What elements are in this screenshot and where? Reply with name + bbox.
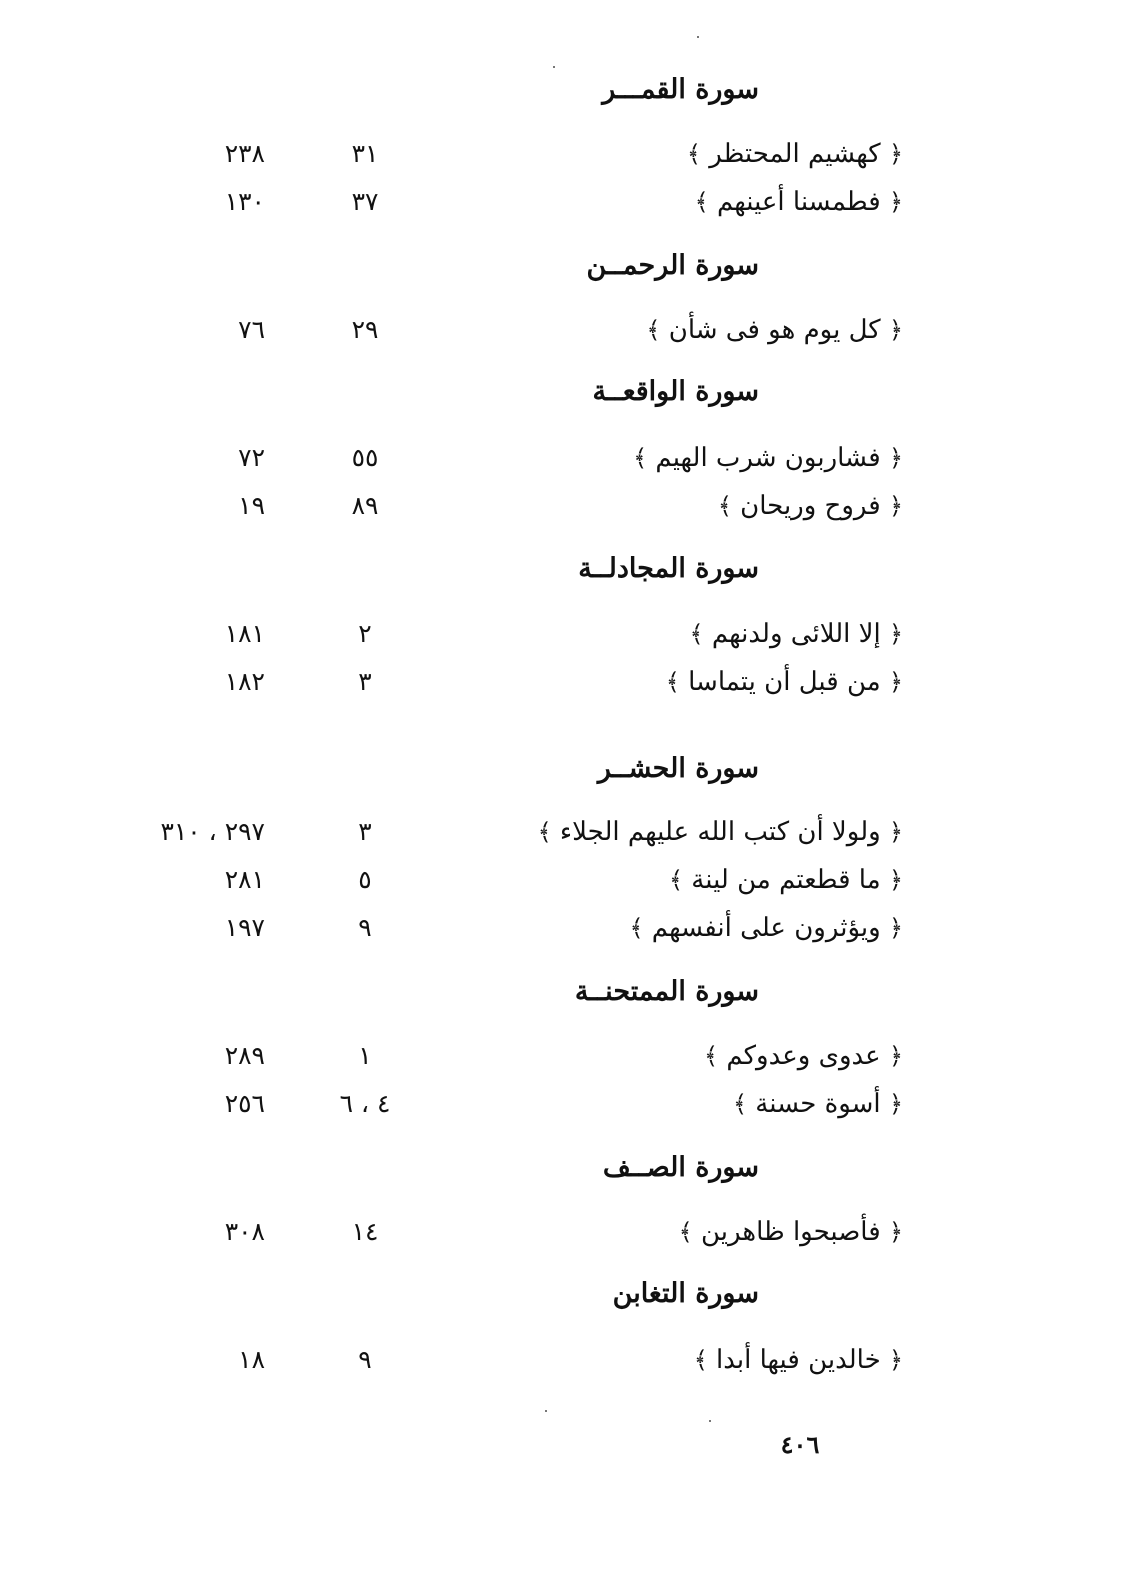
verse-row (0, 858, 1139, 902)
page-reference: ١٨٢ (224, 667, 265, 696)
verse-text (695, 180, 903, 224)
scan-speck (553, 66, 555, 68)
ayah-number: ٣٧ (351, 187, 379, 216)
ornament-close: ﴾ (694, 188, 709, 216)
ornament-close: ﴾ (689, 620, 704, 648)
ornament-open: ﴿ (888, 492, 903, 520)
verse-quote: فأصبحوا ظاهرين (700, 1217, 881, 1247)
verse-row (0, 1082, 1139, 1126)
ornament-open: ﴿ (888, 140, 903, 168)
ayah-number: ٥٥ (351, 443, 379, 472)
verse-row (0, 436, 1139, 480)
ornament-close: ﴾ (704, 1042, 719, 1070)
verse-row (0, 1034, 1139, 1078)
verse-quote: ولولا أن كتب الله عليهم الجلاء (559, 817, 881, 847)
scan-speck (709, 1420, 711, 1422)
verse-row (0, 810, 1139, 854)
ayah-number: ٣١ (351, 139, 379, 168)
page-reference: ١٣٠ (224, 187, 265, 216)
ayah-number: ٤ ، ٦ (339, 1089, 391, 1118)
page-reference: ٧٦ (238, 315, 265, 344)
surah-title: سورة الصــف (602, 1152, 759, 1183)
page-number: ٤٠٦ (780, 1430, 820, 1459)
ornament-open: ﴿ (888, 866, 903, 894)
verse-quote: أسوة حسنة (755, 1089, 881, 1119)
ornament-close: ﴾ (678, 1218, 693, 1246)
verse-row (0, 132, 1139, 176)
page-reference: ٣٠٨ (224, 1217, 265, 1246)
verse-quote: من قبل أن يتماسا (688, 667, 881, 697)
verse-quote: فشاربون شرب الهيم (655, 443, 881, 473)
verse-text (646, 308, 903, 352)
ornament-close: ﴾ (633, 444, 648, 472)
ornament-open: ﴿ (888, 818, 903, 846)
surah-title: سورة القمـــر (602, 74, 759, 105)
ornament-close: ﴾ (629, 914, 644, 942)
verse-row (0, 180, 1139, 224)
surah-title: سورة الحشــر (597, 753, 759, 784)
ayah-number: ٣ (358, 667, 372, 696)
verse-row (0, 1338, 1139, 1382)
verse-text (690, 612, 903, 656)
ornament-close: ﴾ (686, 140, 701, 168)
page-reference: ٢٨١ (224, 865, 265, 894)
surah-title: سورة الرحمــن (586, 250, 759, 281)
page-reference: ٢٥٦ (224, 1089, 265, 1118)
verse-quote: فطمسنا أعينهم (716, 187, 881, 217)
verse-text (694, 1338, 903, 1382)
surah-title: سورة الواقعــة (592, 376, 759, 407)
verse-row (0, 906, 1139, 950)
surah-title: سورة التغابن (612, 1278, 759, 1309)
ornament-open: ﴿ (888, 620, 903, 648)
verse-quote: كل يوم هو فى شأن (668, 315, 881, 345)
ayah-number: ٩ (358, 913, 372, 942)
verse-row (0, 1210, 1139, 1254)
ornament-close: ﴾ (665, 668, 680, 696)
verse-quote: ما قطعتم من لينة (691, 865, 881, 895)
ayah-number: ١ (358, 1041, 372, 1070)
page-reference: ٢٨٩ (224, 1041, 265, 1070)
ayah-number: ١٤ (351, 1217, 379, 1246)
verse-text (669, 858, 903, 902)
verse-quote: عدوى وعدوكم (726, 1041, 881, 1071)
ornament-open: ﴿ (888, 1346, 903, 1374)
ayah-number: ٥ (358, 865, 372, 894)
verse-text (629, 906, 903, 950)
ayah-number: ٣ (358, 817, 372, 846)
ornament-open: ﴿ (888, 444, 903, 472)
verse-row (0, 484, 1139, 528)
surah-title: سورة المجادلــة (578, 553, 759, 584)
surah-title: سورة الممتحنــة (574, 976, 759, 1007)
ornament-open: ﴿ (888, 1218, 903, 1246)
ayah-number: ٩ (358, 1345, 372, 1374)
ayah-number: ٢٩ (351, 315, 379, 344)
verse-text (687, 132, 903, 176)
ornament-open: ﴿ (888, 914, 903, 942)
ornament-close: ﴾ (646, 316, 661, 344)
page-reference: ١٩٧ (224, 913, 265, 942)
scan-speck (697, 36, 699, 38)
verse-text (704, 1034, 903, 1078)
verse-text (666, 660, 903, 704)
ornament-open: ﴿ (888, 1090, 903, 1118)
page-reference: ١٩ (238, 491, 265, 520)
verse-text (633, 436, 903, 480)
page-reference: ٧٢ (238, 443, 265, 472)
ayah-number: ٢ (358, 619, 372, 648)
ornament-open: ﴿ (888, 188, 903, 216)
ornament-open: ﴿ (888, 316, 903, 344)
ornament-close: ﴾ (693, 1346, 708, 1374)
verse-quote: ويؤثرون على أنفسهم (651, 913, 881, 943)
scan-speck (545, 1410, 547, 1412)
ornament-close: ﴾ (732, 1090, 748, 1118)
ornament-open: ﴿ (888, 1042, 903, 1070)
ornament-open: ﴿ (888, 668, 903, 696)
verse-row (0, 308, 1139, 352)
page-reference: ٢٩٧ ، ٣١٠ (160, 817, 265, 846)
verse-row (0, 660, 1139, 704)
page-reference: ٢٣٨ (224, 139, 265, 168)
verse-text (538, 810, 903, 854)
ayah-number: ٨٩ (351, 491, 379, 520)
verse-text (733, 1082, 903, 1126)
verse-text (718, 484, 903, 528)
verse-quote: إلا اللائى ولدنهم (711, 619, 881, 649)
verse-quote: كهشيم المحتظر (709, 139, 881, 169)
page-reference: ١٨ (238, 1345, 265, 1374)
ornament-close: ﴾ (717, 492, 732, 520)
verse-text (679, 1210, 903, 1254)
verse-row (0, 612, 1139, 656)
verse-quote: خالدين فيها أبدا (716, 1345, 881, 1375)
ornament-close: ﴾ (537, 818, 552, 846)
ornament-close: ﴾ (668, 866, 684, 894)
page-reference: ١٨١ (224, 619, 265, 648)
verse-quote: فروح وريحان (740, 491, 881, 521)
